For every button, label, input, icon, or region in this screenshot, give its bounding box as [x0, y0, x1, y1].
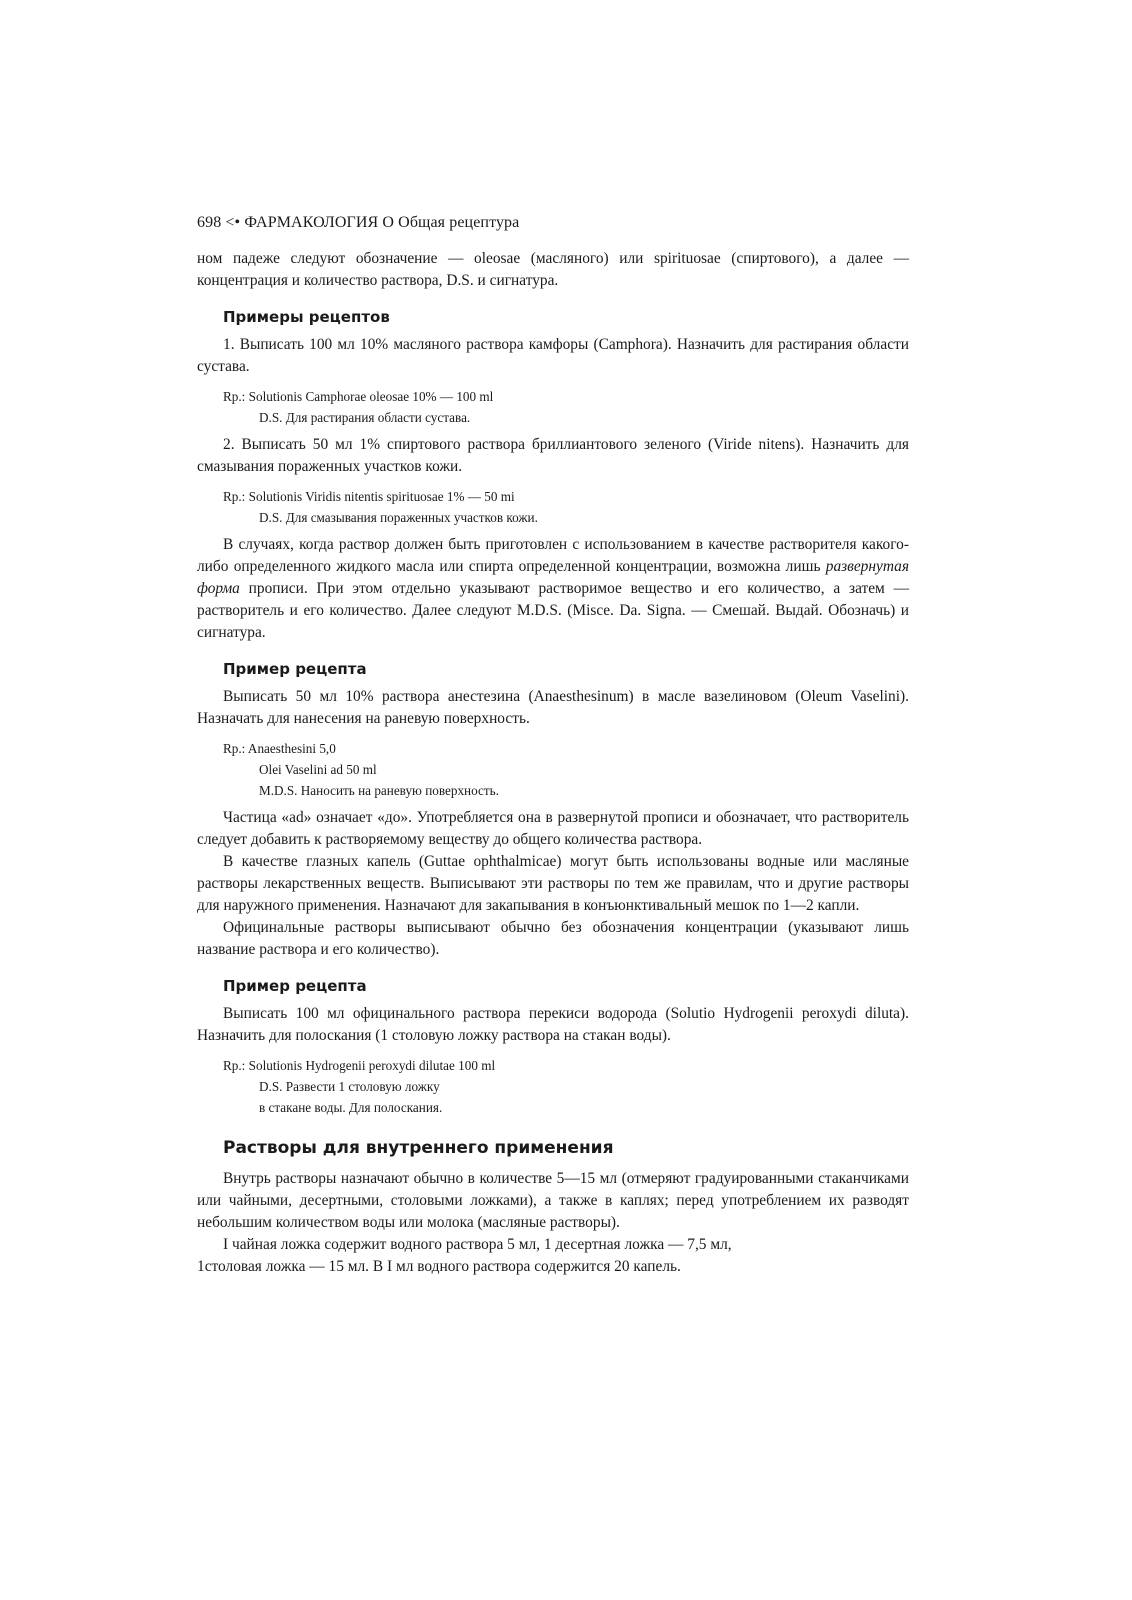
example-hydrogen-text: Выписать 100 мл официнального раствора перекиси водорода (Solutio Hydrogenii peroxydi diluta). Назначить для полоскания (1 столовую ложку раствора на стакан воды).	[197, 1005, 909, 1044]
prescription-camphor	[223, 386, 909, 428]
officinal-solutions-paragraph: Официнальные растворы выписывают обычно без обозначения концентрации (указывают лишь название раствора и его количество).	[197, 919, 909, 958]
rx-line: D.S. Для растирания области сустава.	[259, 410, 471, 425]
intro-paragraph: ном падеже следуют обозначение — oleosae (масляного) или spirituosae (спиртового), а далее — концентрация и количество раствора, D.S. и сигнатура.	[197, 250, 909, 289]
rx-line: Rp.: Solutionis Camphorae oleosae 10% — 100 ml	[223, 389, 494, 404]
heading-example-anaesthesin: Пример рецепта	[223, 660, 367, 678]
expanded-form-paragraph	[197, 534, 909, 644]
rx-line: в стакане воды. Для полоскания.	[259, 1100, 443, 1115]
example-2-text: 2. Выписать 50 мл 1% спиртового раствора бриллиантового зеленого (Viride nitens). Назначить для смазывания пораженных участков кожи.	[197, 436, 909, 475]
rx-line: Rp.: Solutionis Viridis nitentis spirituosae 1% — 50 mi	[223, 489, 515, 504]
book-page	[197, 212, 909, 1278]
paragraph-text: В случаях, когда раствор должен быть приготовлен с использованием в качестве растворителя какого-либо определенного жидкого масла или спирта определенной концентрации, возможна лишь	[197, 536, 909, 575]
internal-solutions-paragraph: Внутрь растворы назначают обычно в количестве 5—15 мл (отмеряют градуированными стаканчиками или чайными, десертными, столовыми ложками), а также в каплях; перед употреблением их разводят небольшим количеством воды или молока (масляные растворы).	[197, 1170, 909, 1231]
rx-line: M.D.S. Наносить на раневую поверхность.	[259, 783, 499, 798]
prescription-viride	[223, 486, 909, 528]
example-1-text: 1. Выписать 100 мл 10% масляного раствора камфоры (Camphora). Назначить для растирания области сустава.	[197, 336, 909, 375]
heading-example-hydrogen: Пример рецепта	[223, 977, 367, 995]
prescription-hydrogen-peroxide	[223, 1055, 909, 1118]
rx-line: Rp.: Solutionis Hydrogenii peroxydi dilutae 100 ml	[223, 1058, 496, 1073]
rx-line: Rp.: Anaesthesini 5,0	[223, 741, 336, 756]
dosage-line-2: 1столовая ложка — 15 мл. В I мл водного раствора содержится 20 капель.	[197, 1258, 681, 1275]
example-anaesthesin-text: Выписать 50 мл 10% раствора анестезина (Anaesthesinum) в масле вазелиновом (Oleum Vaselini). Назначать для нанесения на раневую поверхность.	[197, 688, 909, 727]
dosage-line-1: I чайная ложка содержит водного раствора 5 мл, 1 десертная ложка — 7,5 мл,	[223, 1236, 732, 1253]
ad-particle-paragraph: Частица «ad» означает «до». Употребляется она в развернутой прописи и обозначает, что растворитель следует добавить к растворяемому веществу до общего количества раствора.	[197, 809, 909, 848]
prescription-anaesthesin	[223, 738, 909, 801]
paragraph-text: прописи. При этом отдельно указывают растворимое вещество и его количество, а затем — растворитель и его количество. Далее следуют M.D.S. (Misce. Da. Signa. — Смешай. Выдай. Обозначь) и сигнатура.	[197, 580, 909, 641]
rx-line: D.S. Развести 1 столовую ложку	[259, 1079, 440, 1094]
running-head: 698 <• ФАРМАКОЛОГИЯ О Общая рецептура	[197, 214, 520, 231]
rx-line: Olei Vaselini ad 50 ml	[259, 762, 377, 777]
rx-line: D.S. Для смазывания пораженных участков кожи.	[259, 510, 538, 525]
heading-examples: Примеры рецептов	[223, 308, 390, 326]
eye-drops-paragraph: В качестве глазных капель (Guttae ophthalmicae) могут быть использованы водные или масляные растворы лекарственных веществ. Выписывают эти растворы по тем же правилам, что и другие растворы для наружного применения. Назначают для закапывания в конъюнктивальный мешок по 1—2 капли.	[197, 853, 909, 914]
heading-internal-solutions: Растворы для внутреннего применения	[223, 1138, 614, 1158]
emphasis-expanded-form: развернутая форма	[197, 558, 909, 597]
